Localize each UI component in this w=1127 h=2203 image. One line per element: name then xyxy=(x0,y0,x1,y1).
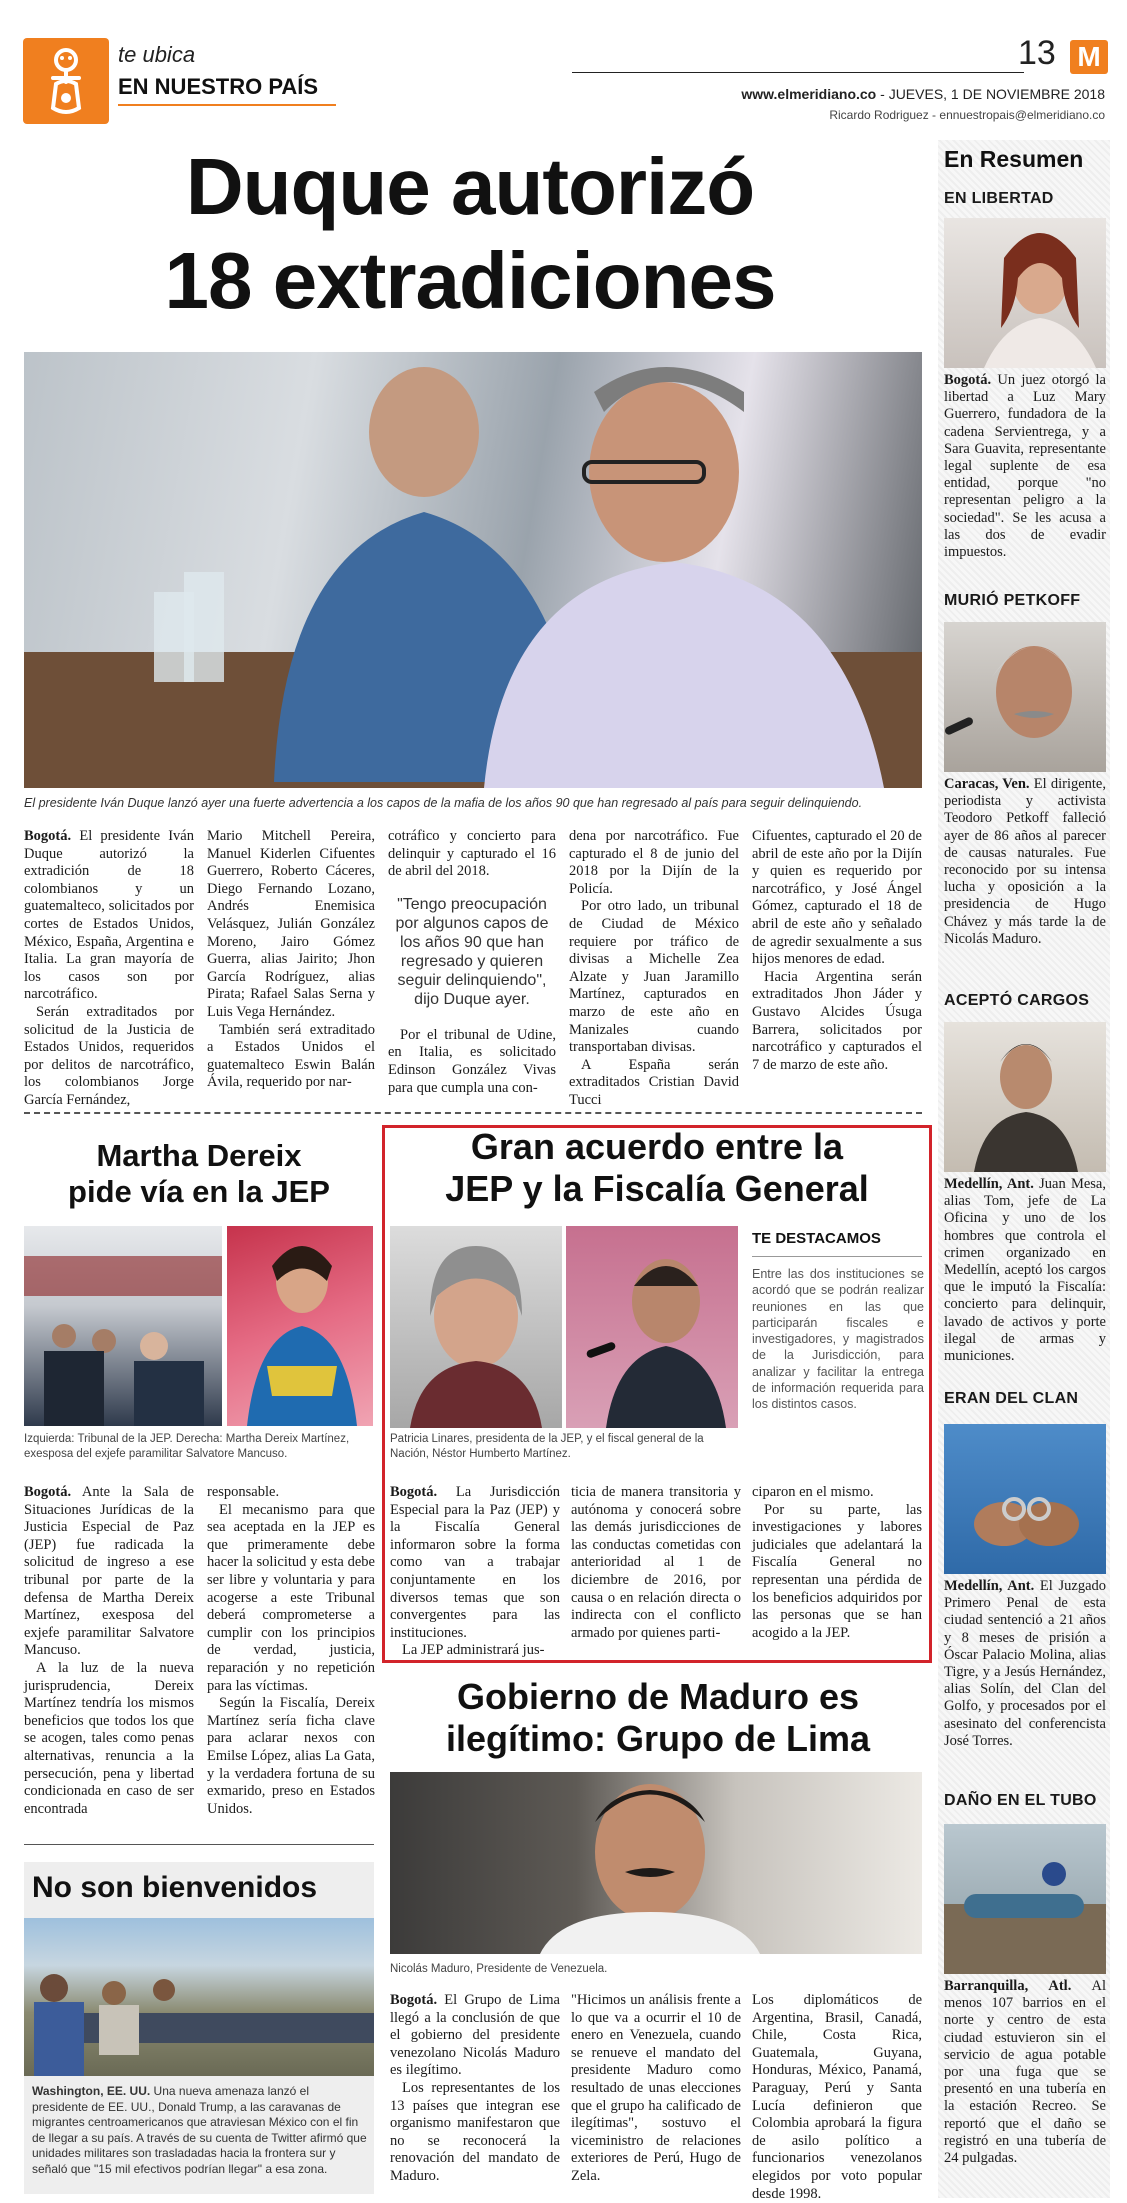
maduro-col-1: Bogotá. El Grupo de Lima llegó a la conclusión de que el gobierno del presidente venezolano Nicolás Maduro es ilegítimo. Los representantes de los 13 países que integran ese organismo manifestaron que no se reconocerá la renovación del mandato de Maduro. xyxy=(390,1992,560,2184)
header-rule xyxy=(572,72,1024,73)
photo-guerrero-icon xyxy=(944,218,1106,368)
sidebar-title: En Resumen xyxy=(944,146,1084,172)
byline: Ricardo Rodriguez - ennuestropais@elmeridiano.co xyxy=(829,108,1105,122)
site-url[interactable]: www.elmeridiano.co xyxy=(741,86,877,102)
sidebar-item-2-photo xyxy=(944,622,1106,772)
acuerdo-headline: Gran acuerdo entre la JEP y la Fiscalía General xyxy=(445,1126,869,1209)
photo-handcuffs-icon xyxy=(944,1424,1106,1574)
maduro-caption: Nicolás Maduro, Presidente de Venezuela. xyxy=(390,1963,608,1975)
photo-petkoff-icon xyxy=(944,622,1106,772)
photo-tribunal-icon xyxy=(24,1226,222,1426)
sidebar-item-3-heading: ACEPTÓ CARGOS xyxy=(944,992,1090,1009)
acuerdo-col-3: ciparon en el mismo. Por su parte, las investigaciones y labores judiciales que adelantará la Fiscalía General no representan una pérdida de los beneficios adquiridos por las personas que se han acogido a la JEP. xyxy=(752,1484,922,1641)
martha-col-2: responsable. El mecanismo para que sea aceptada en la JEP es que primeramente debe hacer la solicitud y esta debe ser libre y voluntaria y para acogerse a este Tribunal deberá comprometerse a cumplir con los principios de verdad, justicia, reparación y no repetición para las víctimas. Según la Fiscalía, Dereix Martínez sería ficha clave para aclarar nexos con Emilse López, alias La Gata, y la verdadera fortuna de su exmarido, preso en Estados Unidos. xyxy=(207,1484,375,1817)
martha-photo-tribunal xyxy=(24,1226,222,1426)
maduro-col-2: "Hicimos un análisis frente a lo que va a ocurrir el 10 de enero en Venezuela, cuando se renueve el mandato del presidente Maduro como resultado de unas elecciones que el grupo ha calificado de ilegítimas", sostuvo el viceministro de relaciones exteriores de Perú, Hugo de Zela. xyxy=(571,1992,741,2184)
photo-migrants-icon xyxy=(24,1918,374,2076)
acuerdo-side-title: TE DESTACAMOS xyxy=(752,1230,881,1247)
main-col-2: Mario Mitchell Pereira, Manuel Kiderlen Cifuentes Guerrero, Roberto Cáceres, Diego Fernando Lozano, Andrés Enemisica Velásquez, Julián González Moreno, Jairo Gómez Guerra, alias Jairito; Jhon García Rodríguez, alias Pirata; Rafael Salas Serna y Luis Vega Hernández. También será extraditado a Estados Unidos el guatemalteco Eswin Balán Ávila, requerido por nar- xyxy=(207,828,375,1091)
bienvenidos-photo xyxy=(24,1918,374,2076)
photo-pipe-icon xyxy=(944,1824,1106,1974)
sidebar-item-4-text: Medellín, Ant. El Juzgado Primero Penal de esta ciudad sentenció a 21 años y 8 meses de prisión a Óscar Palacio Molina, alias Tigre, y a Jesús Hernández, alias Solín, del Clan del Golfo, y procesados por el asesinato del conferencista José Torres. xyxy=(944,1578,1106,1749)
section-underline xyxy=(118,104,336,106)
sidebar-item-3-text: Medellín, Ant. Juan Mesa, alias Tom, jefe de La Oficina y uno de los hombres que controla el crimen organizado en Medellín, aceptó los cargos que le imputó la Fiscalía: concierto para delinquir, lavado de activos y porte ilegal de armas y municiones. xyxy=(944,1176,1106,1365)
sidebar-item-3-photo xyxy=(944,1022,1106,1172)
sidebar-item-1-heading: EN LIBERTAD xyxy=(944,190,1054,207)
maduro-headline: Gobierno de Maduro es ilegítimo: Grupo de Lima xyxy=(445,1676,871,1759)
martha-photo-portrait xyxy=(227,1226,373,1426)
main-photo xyxy=(24,352,922,788)
main-col-5: Cifuentes, capturado el 20 de abril de este año por la Dijín y quien es requerido por narcotráfico, y José Ángel Gómez, capturado el 18 de abril de este año y señalado de agredir sexualmente a sus hijos menores de edad. Hacia Argentina serán extraditados Jhon Jáder y Gustavo Alcides Úsuga Barrera, solicitados por narcotráfico y capturados el 7 de marzo de este año. xyxy=(752,828,922,1073)
main-col-3: cotráfico y concierto para delinquir y capturado el 16 de abril del 2018. "Tengo preocupación por algunos capos de los años 90 que han regresado y quieren seguir delinquiendo", dijo Duque ayer. Por el tribunal de Udine, en Italia, es solicitado Edinson González Vivas para que cumpla una con- xyxy=(388,828,556,1096)
main-headline-line2: 18 extradiciones xyxy=(164,236,776,325)
photo-martha-icon xyxy=(227,1226,373,1426)
acuerdo-col-1: Bogotá. La Jurisdicción Especial para la Paz (JEP) y la Fiscalía General informaron sobre la forma como van a trabajar conjuntamente en los diversos temas que son convergentes para las instituciones. La JEP administrará jus- xyxy=(390,1484,560,1659)
section-logo-box xyxy=(23,38,109,124)
photo-linares-icon xyxy=(390,1226,562,1428)
sidebar-item-4-photo xyxy=(944,1424,1106,1574)
photo-tom-icon xyxy=(944,1022,1106,1172)
maduro-col-3: Los diplomáticos de Argentina, Brasil, Canadá, Chile, Costa Rica, Guatemala, Guyana, Honduras, México, Panamá, Paraguay, Perú y Santa Lucía definieron que Colombia aprobará la figura de asilo político a funcionarios venezolanos elegidos por voto popular desde 1998. xyxy=(752,1992,922,2202)
meridiano-logo: M xyxy=(1070,40,1108,74)
photo-maduro-icon xyxy=(390,1772,922,1954)
main-col-4: dena por narcotráfico. Fue capturado el 8 de junio del 2018 por la Dijín de la Policía. Por otro lado, un tribunal de Ciudad de México requiere por tráfico de divisas a Michelle Zea Alzate y Juan Jaramillo Martínez, capturados en marzo de este año en Manizales cuando transportaban divisas. A España serán extraditados Cristian David Tucci xyxy=(569,828,739,1108)
acuerdo-col-2: ticia de manera transitoria y autónoma y conocerá sobre las demás jurisdicciones de las conductas cometidas con anterioridad al 1 de diciembre de 2016, por causa o en relación directa o indirecta con el conflicto armado por quienes parti- xyxy=(571,1484,741,1641)
martha-headline: Martha Dereix pide vía en la JEP xyxy=(68,1138,330,1209)
sidebar-item-1-photo xyxy=(944,218,1106,368)
main-pull-quote: "Tengo preocupación por algunos capos de los años 90 que han regresado y quieren seguir delinquiendo", dijo Duque ayer. xyxy=(395,895,549,1008)
issue-date: - JUEVES, 1 DE NOVIEMBRE 2018 xyxy=(880,86,1105,102)
sidebar-item-2-text: Caracas, Ven. El dirigente, periodista y activista Teodoro Petkoff falleció ayer de 86 años al parecer de causas naturales. Fue reconocido por su intensa lucha y oposición a la presidencia de Hugo Chávez y más tarde la de Nicolás Maduro. xyxy=(944,776,1106,947)
key-figure-icon xyxy=(23,38,109,124)
martha-col-1: Bogotá. Ante la Sala de Situaciones Jurídicas de la Justicia Especial de Paz (JEP) fue radicada la solicitud de ingreso a ese tribunal por parte de la defensa de Martha Dereix Martínez, exesposa del exjefe paramilitar Salvatore Mancuso. A la luz de la nueva jurisprudencia, Dereix Martínez tendría los mismos beneficios que todos los que se acogen, tales como penas alternativas, renuncia a la persecución, pena y libertad condicionada en caso de ser encontrada xyxy=(24,1484,194,1817)
bienvenidos-box xyxy=(24,1862,374,2194)
main-headline xyxy=(20,140,920,328)
acuerdo-side-text: Entre las dos instituciones se acordó que se podrán realizar reuniones en las que participarán fiscales e investigadores, y magistrados de la Jurisdicción, para analizar y facilitar la entrega de información requerida para los distintos casos. xyxy=(752,1267,924,1412)
masthead-line xyxy=(741,86,1105,102)
acuerdo-caption: Patricia Linares, presidenta de la JEP, y el fiscal general de la Nación, Néstor Humberto Martínez. xyxy=(390,1433,704,1460)
photo-duque-icon xyxy=(24,352,922,788)
martha-caption: Izquierda: Tribunal de la JEP. Derecha: Martha Dereix Martínez, exesposa del exjefe paramilitar Salvatore Mancuso. xyxy=(24,1433,350,1460)
sidebar-item-1-text: Bogotá. Un juez otorgó la libertad a Luz Mary Guerrero, fundadora de la cadena Servientrega, y a Sara Guavita, representante legal suplente de esa entidad, porque "no representan peligro a la sociedad". Se les acusa a las dos de evadir impuestos. xyxy=(944,372,1106,561)
bienvenidos-headline: No son bienvenidos xyxy=(32,1871,318,1904)
maduro-photo xyxy=(390,1772,922,1954)
acuerdo-side-rule xyxy=(752,1256,922,1257)
main-headline-line1: Duque autorizó xyxy=(185,142,755,231)
sidebar-item-4-heading: ERAN DEL CLAN xyxy=(944,1390,1079,1407)
section-label-big: EN NUESTRO PAÍS xyxy=(118,74,319,99)
main-dateline: Bogotá. xyxy=(24,828,72,844)
photo-martinez-icon xyxy=(566,1226,738,1428)
sidebar-item-5-heading: DAÑO EN EL TUBO xyxy=(944,1792,1097,1809)
sidebar-item-5-photo xyxy=(944,1824,1106,1974)
section-label-small: te ubica xyxy=(118,42,196,67)
page-number: 13 xyxy=(1018,34,1056,72)
acuerdo-photo-martinez xyxy=(566,1226,738,1428)
acuerdo-photo-linares xyxy=(390,1226,562,1428)
bienvenidos-text: Washington, EE. UU. Una nueva amenaza lanzó el presidente de EE. UU., Donald Trump, a las caravanas de migrantes centroamericanos que atraviesan México con el fin de llegar a su país. A través de su cuenta de Twitter afirmó que unidades militares son trasladadas hacia la frontera sur y señaló que "15 mil efectivos podrían llegar" a esa zona. xyxy=(32,2084,367,2176)
martha-divider xyxy=(24,1844,374,1845)
main-col-1: Bogotá. El presidente Iván Duque autorizó la extradición de 18 colombianos y un guatemalteco, solicitados por cortes de Estados Unidos, México, España, Argentina e Italia. La gran mayoría de los casos son por narcotráfico. Serán extraditados por solicitud de la Justicia de Estados Unidos, requeridos por delitos de narcotráfico, los colombianos Jorge García Fernández, xyxy=(24,828,194,1108)
sidebar-item-2-heading: MURIÓ PETKOFF xyxy=(944,592,1081,609)
main-caption: El presidente Iván Duque lanzó ayer una fuerte advertencia a los capos de la mafia de los años 90 que han regresado al país para seguir delinquiendo. xyxy=(24,796,863,810)
sidebar-item-5-text: Barranquilla, Atl. Al menos 107 barrios en el norte y centro de esta ciudad estuvieron sin el servicio de agua potable por una fuga que se presentó en una tubería en la estación Recreo. Se reportó que el daño se registró en una tubería de 24 pulgadas. xyxy=(944,1978,1106,2167)
main-divider xyxy=(24,1112,922,1114)
